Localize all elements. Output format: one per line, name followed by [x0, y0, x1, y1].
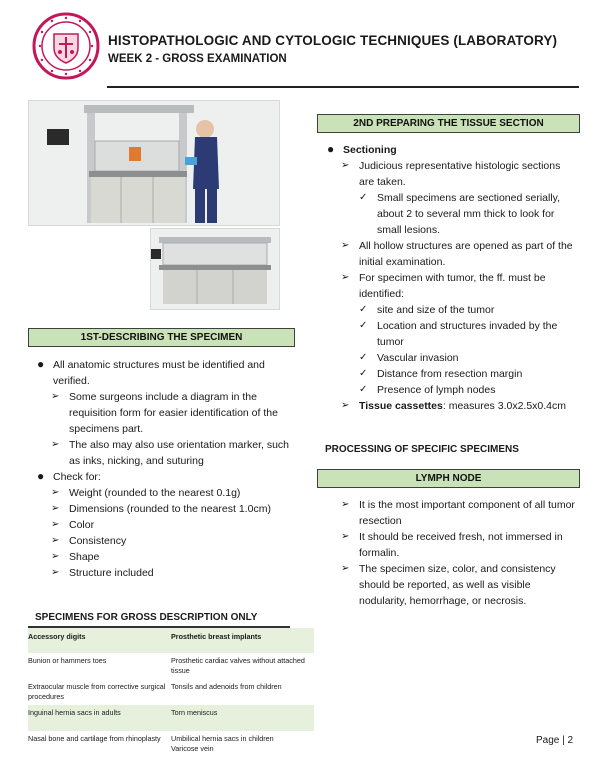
university-seal-icon [32, 12, 100, 80]
arrow-icon: ➢ [51, 503, 60, 514]
document-title: HISTOPATHOLOGIC AND CYTOLOGIC TECHNIQUES (LABORATORY) [108, 33, 558, 48]
table-row [28, 653, 314, 679]
check-icon: ✓ [359, 368, 368, 379]
section-heading-lymph-node: LYMPH NODE [317, 469, 580, 488]
table-cell: Nasal bone and cartilage from rhinoplasty [28, 734, 161, 743]
describing-list [33, 357, 293, 581]
arrow-icon: ➢ [51, 551, 60, 562]
list-item: ✓ Location and structures invaded by the tumor [359, 320, 558, 348]
arrow-icon: ➢ [341, 272, 350, 283]
arrow-icon: ➢ [51, 439, 60, 450]
arrow-icon: ➢ [51, 487, 60, 498]
page-number: Page | 2 [536, 735, 574, 746]
check-icon: ✓ [359, 384, 368, 395]
bullet-icon: ● [327, 142, 335, 156]
table-cell: Extraocular muscle from corrective surgical procedures [28, 682, 166, 701]
arrow-icon: ➢ [341, 499, 350, 510]
section-heading-describing: 1ST-DESCRIBING THE SPECIMEN [28, 328, 295, 347]
table-cell: Prosthetic breast implants [171, 628, 314, 653]
list-item: ➢ All hollow structures are opened as part of the initial examination. [341, 240, 573, 268]
list-item: ✓ site and size of the tumor [359, 304, 495, 316]
check-icon: ✓ [359, 304, 368, 315]
arrow-icon: ➢ [51, 567, 60, 578]
list-item: ➢ Dimensions (rounded to the nearest 1.0cm) [51, 503, 271, 515]
list-item: ● Sectioning [327, 142, 397, 156]
table-cell: Prosthetic cardiac valves without attached tissue [171, 656, 305, 675]
list-item: ➢ Color [51, 519, 95, 531]
arrow-icon: ➢ [51, 519, 60, 530]
list-item: ➢ Judicious representative histologic sections are taken. [341, 160, 561, 188]
specimens-heading: SPECIMENS FOR GROSS DESCRIPTION ONLY [35, 612, 258, 623]
list-item: ✓ Presence of lymph nodes [359, 384, 496, 396]
table-row [28, 731, 314, 757]
processing-heading: PROCESSING OF SPECIFIC SPECIMENS [325, 444, 519, 455]
bullet-icon: ● [37, 469, 45, 483]
arrow-icon: ➢ [341, 400, 350, 411]
list-item: ● All anatomic structures must be identified and verified. [37, 357, 265, 387]
list-item: ● Check for: [37, 469, 101, 483]
list-item: ➢ It is the most important component of all tumor resection [341, 499, 575, 527]
list-item: ✓ Small specimens are sectioned serially, about 2 to several mm thick to look for small lesions. [359, 192, 561, 236]
list-item: ➢ The also may also use orientation marker, such as inks, nicking, and suturing [51, 439, 290, 467]
bullet-icon: ● [37, 357, 45, 371]
table-row [28, 628, 314, 653]
arrow-icon: ➢ [51, 391, 60, 402]
table-cell: Torn meniscus [171, 705, 314, 731]
list-item: ➢ Weight (rounded to the nearest 0.1g) [51, 487, 241, 499]
list-item: ➢ The specimen size, color, and consistency should be reported, as well as visible nodularity, hemorrhage, or necrosis. [341, 563, 556, 607]
table-row [28, 705, 314, 731]
table-cell: Tonsils and adenoids from children [171, 682, 282, 691]
list-item: ➢ Some surgeons include a diagram in the requisition form for easier identification of the specimens part. [51, 391, 278, 435]
header-rule [107, 86, 579, 88]
check-icon: ✓ [359, 192, 368, 203]
table-cell: Umbilical hernia sacs in children Varicose vein [171, 734, 274, 753]
arrow-icon: ➢ [341, 531, 350, 542]
grossing-station-photo-icon [28, 100, 280, 226]
section-heading-preparing: 2ND PREPARING THE TISSUE SECTION [317, 114, 580, 133]
table-cell: Accessory digits [28, 628, 171, 653]
lymph-node-list [341, 497, 577, 609]
check-icon: ✓ [359, 320, 368, 331]
specimens-table [28, 628, 314, 757]
arrow-icon: ➢ [341, 160, 350, 171]
arrow-icon: ➢ [341, 563, 350, 574]
table-row [28, 679, 314, 705]
table-cell: Bunion or hammers toes [28, 656, 107, 665]
list-item: ✓ Distance from resection margin [359, 368, 523, 380]
preparing-list [323, 142, 575, 414]
arrow-icon: ➢ [341, 240, 350, 251]
check-icon: ✓ [359, 352, 368, 363]
list-item: ➢ For specimen with tumor, the ff. must be identified: [341, 272, 546, 300]
document-subtitle: WEEK 2 - GROSS EXAMINATION [108, 53, 287, 65]
list-item: ➢ Consistency [51, 535, 127, 547]
list-item: ➢ Shape [51, 551, 100, 563]
list-item: ➢ Structure included [51, 567, 154, 579]
table-cell: Inguinal hernia sacs in adults [28, 705, 171, 731]
list-item: ➢ It should be received fresh, not immersed in formalin. [341, 531, 563, 559]
grossing-bench-photo-icon [150, 228, 280, 310]
list-item: ✓ Vascular invasion [359, 352, 459, 364]
list-item: ➢ Tissue cassettes: measures 3.0x2.5x0.4cm [341, 400, 567, 412]
arrow-icon: ➢ [51, 535, 60, 546]
